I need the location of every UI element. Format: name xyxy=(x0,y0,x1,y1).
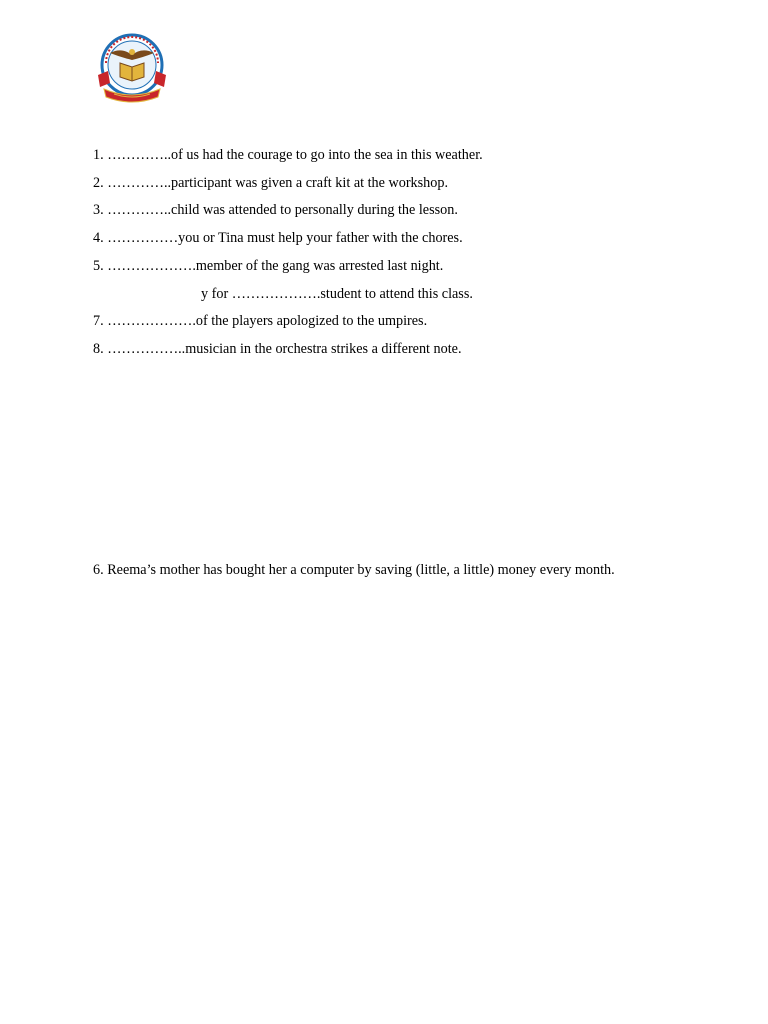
exercise-line-6: 6. Reema’s mother has bought her a computer by saving (little, a little) money every month. xyxy=(93,562,615,578)
exercise-line-8: 8. ……………..musician in the orchestra strikes a different note. xyxy=(93,341,462,357)
exercise-line-7: 7. ……………….of the players apologized to the umpires. xyxy=(93,313,428,329)
exercise-line-3: 3. …………..child was attended to personally during the lesson. xyxy=(93,202,458,218)
exercise-line-1: 1. …………..of us had the courage to go into the sea in this weather. xyxy=(93,147,483,163)
exercise-line-6-fragment: y for ……………….student to attend this class. xyxy=(201,286,473,302)
school-crest-icon xyxy=(94,33,170,103)
exercise-line-5: 5. ……………….member of the gang was arrested last night. xyxy=(93,258,444,274)
exercise-line-2: 2. …………..participant was given a craft kit at the workshop. xyxy=(93,175,448,191)
exercise-line-4: 4. ……………you or Tina must help your father with the chores. xyxy=(93,230,463,246)
